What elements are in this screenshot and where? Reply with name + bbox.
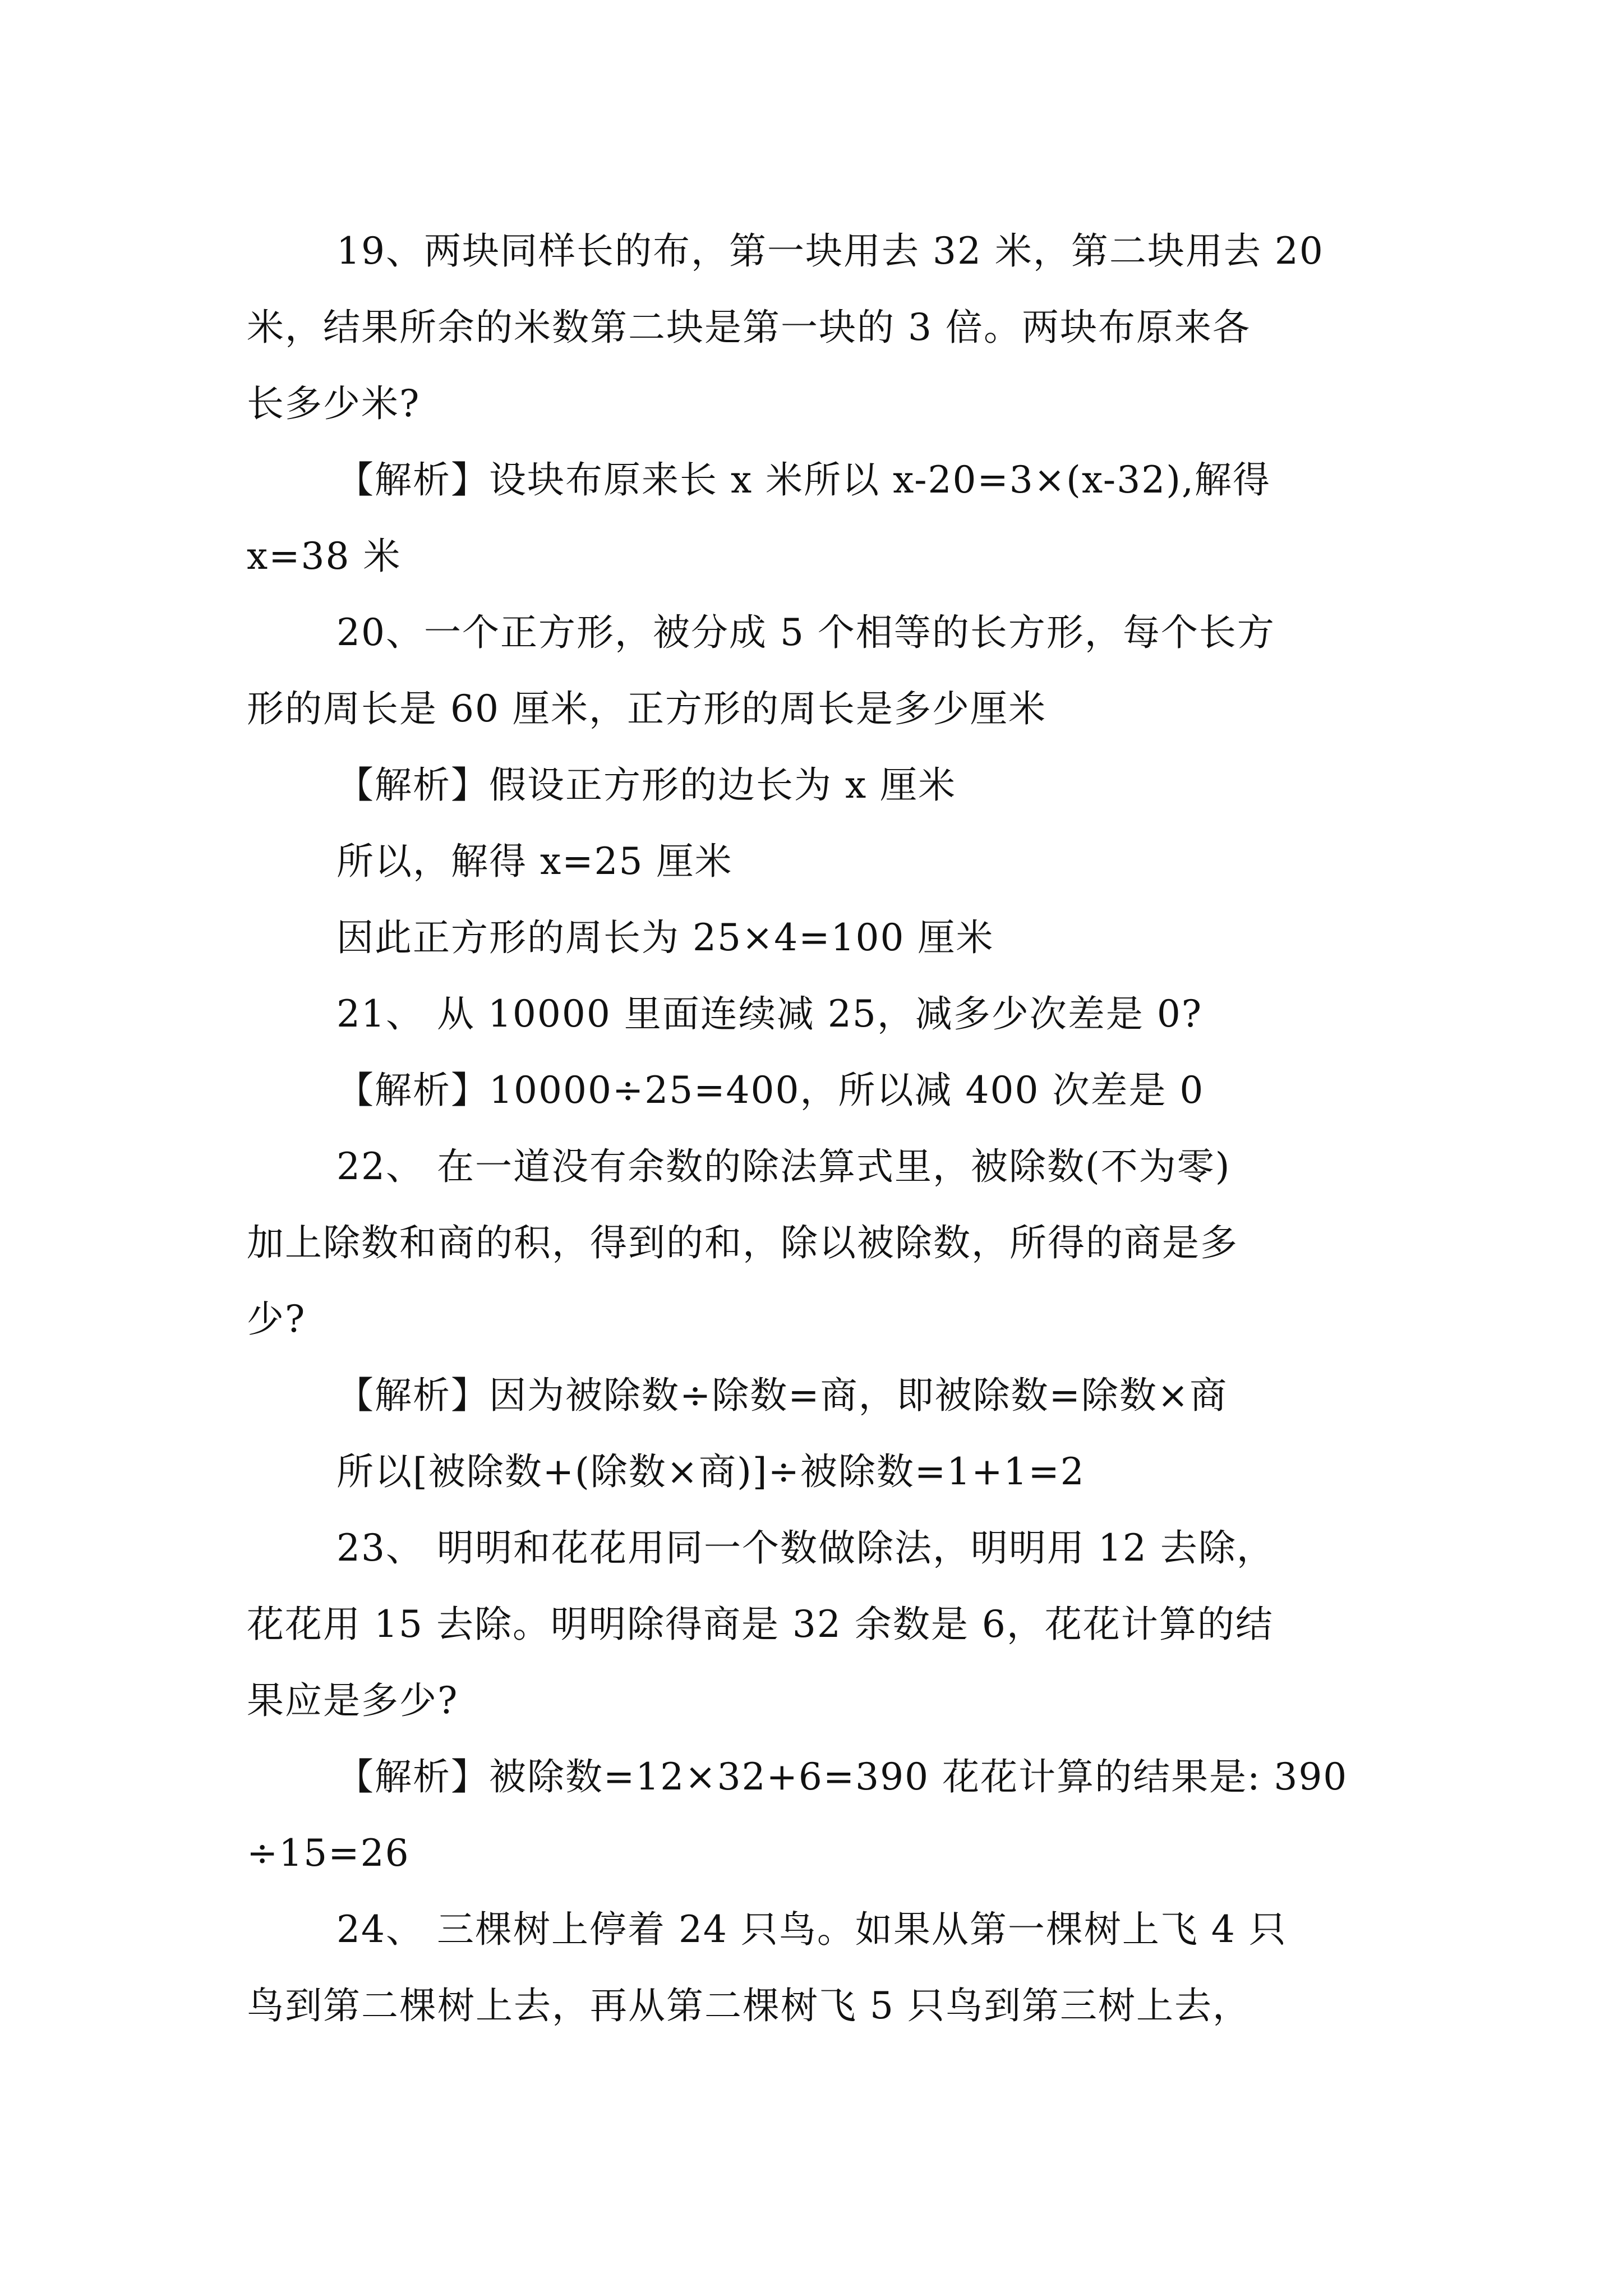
question-23-line-2: 花花用 15 去除。明明除得商是 32 余数是 6，花花计算的结 <box>247 1603 1274 1646</box>
answer-21-line-1: 【解析】10000÷25=400，所以减 400 次差是 0 <box>336 1069 1205 1112</box>
question-23-line-3: 果应是多少? <box>247 1679 459 1722</box>
document-body <box>247 213 1391 2044</box>
question-22-line-2: 加上除数和商的积，得到的和，除以被除数，所得的商是多 <box>247 1221 1238 1264</box>
question-19-line-2: 米，结果所余的米数第二块是第一块的 3 倍。两块布原来各 <box>247 306 1251 349</box>
answer-22-line-2: 所以[被除数+(除数×商)]÷被除数=1+1=2 <box>336 1450 1085 1493</box>
answer-20-line-1: 【解析】假设正方形的边长为 x 厘米 <box>336 763 957 807</box>
question-20-line-1: 20、一个正方形，被分成 5 个相等的长方形，每个长方 <box>336 611 1275 654</box>
answer-22-line-1: 【解析】因为被除数÷除数=商，即被除数=除数×商 <box>336 1374 1228 1417</box>
question-20-line-2: 形的周长是 60 厘米，正方形的周长是多少厘米 <box>247 687 1046 730</box>
answer-23-line-1: 【解析】被除数=12×32+6=390 花花计算的结果是: 390 <box>336 1755 1348 1798</box>
answer-19-line-1: 【解析】设块布原来长 x 米所以 x-20=3×(x-32),解得 <box>336 458 1271 501</box>
answer-23-line-2: ÷15=26 <box>247 1832 410 1875</box>
answer-20-line-3: 因此正方形的周长为 25×4=100 厘米 <box>336 916 994 959</box>
question-19-line-1: 19、两块同样长的布，第一块用去 32 米，第二块用去 20 <box>336 229 1324 273</box>
question-22-line-1: 22、 在一道没有余数的除法算式里，被除数(不为零) <box>336 1145 1231 1188</box>
question-23-line-1: 23、 明明和花花用同一个数做除法，明明用 12 去除， <box>336 1526 1275 1570</box>
question-24-line-1: 24、 三棵树上停着 24 只鸟。如果从第一棵树上飞 4 只 <box>336 1908 1287 1951</box>
question-21-line-1: 21、 从 10000 里面连续减 25，减多少次差是 0? <box>336 992 1203 1036</box>
question-19-line-3: 长多少米? <box>247 382 421 425</box>
question-22-line-3: 少? <box>247 1297 306 1341</box>
question-24-line-2: 鸟到第二棵树上去，再从第二棵树飞 5 只鸟到第三树上去， <box>247 1984 1251 2027</box>
answer-20-line-2: 所以，解得 x=25 厘米 <box>336 840 733 883</box>
answer-19-line-2: x=38 米 <box>247 535 402 578</box>
